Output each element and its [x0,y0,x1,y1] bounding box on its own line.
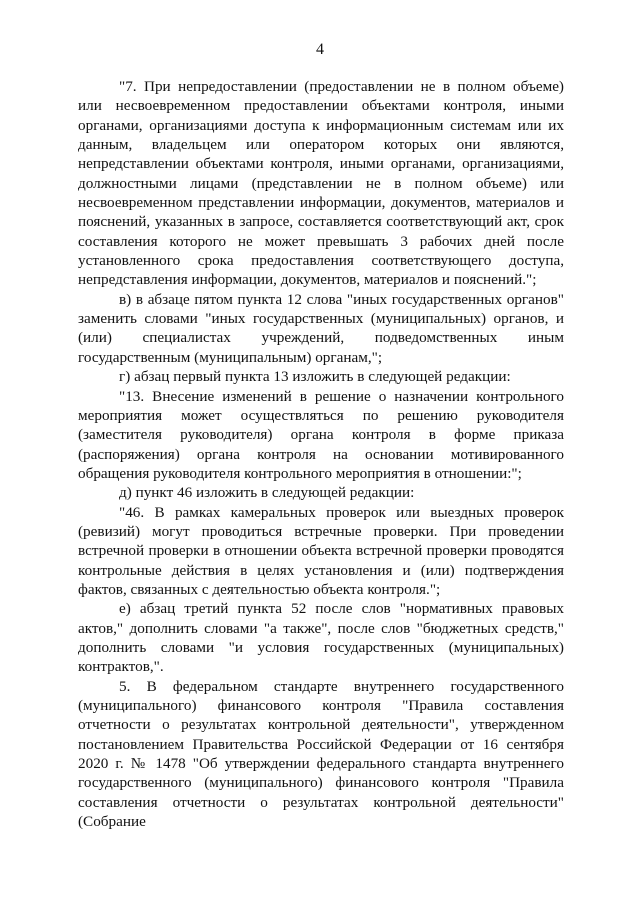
paragraph-clause-13: "13. Внесение изменений в решение о назначении контрольного мероприятия может осуществляться по решению руководителя (заместителя руководителя) органа контроля в форме приказа (распоряжения) органа контроля на основании мотивированного обращения руководителя контрольного мероприятия в отношении:"; [78,387,564,482]
document-body [78,77,564,831]
page-number: 4 [316,41,324,58]
paragraph-amendment-g: г) абзац первый пункта 13 изложить в следующей редакции: [119,368,511,386]
paragraph-amendment-v: в) в абзаце пятом пункта 12 слова "иных государственных органов" заменить словами "иных государственных (муниципальных) органов, и (или) специалистах учреждений, подведомственных иным государственным (муниципальным) органам,"; [78,290,564,366]
paragraph-amendment-e: е) абзац третий пункта 52 после слов "нормативных правовых актов," дополнить словами "а также", после слов "бюджетных средств," дополнить словами "и условия государственных (муниципальных) контрактов,". [78,600,564,676]
paragraph-amendment-d: д) пункт 46 изложить в следующей редакции: [119,484,415,502]
paragraph-item-5: 5. В федеральном стандарте внутреннего государственного (муниципального) финансового контроля "Правила составления отчетности о результатах контрольной деятельности", утвержденном постановлением Правительства Российской Федерации от 16 сентября 2020 г. № 1478 "Об утверждении федерального стандарта внутреннего государственного (муниципального) финансового контроля "Правила составления отчетности о результатах контрольной деятельности" (Собрание [78,677,564,831]
paragraph-clause-7: "7. При непредоставлении (предоставлении не в полном объеме) или несвоевременном предоставлении объектами контроля, иными органами, организациями доступа к информационным системам или их данным, владельцем или оператором которых они являются, непредставлении объектами контроля, иными органами, организациями, должностными лицами (представлении не в полном объеме) или несвоевременном представлении информации, документов, материалов и пояснений, указанных в запросе, составляется соответствующий акт, срок составления которого не может превышать 3 рабочих дней после установленного срока предоставления соответствующего доступа, непредставления информации, документов, материалов и пояснений."; [78,78,564,289]
paragraph-clause-46: "46. В рамках камеральных проверок или выездных проверок (ревизий) могут проводиться встречные проверки. При проведении встречной проверки в отношении объекта встречной проверки проводятся контрольные действия в целях установления и (или) подтверждения фактов, связанных с деятельностью объекта контроля."; [78,503,564,598]
